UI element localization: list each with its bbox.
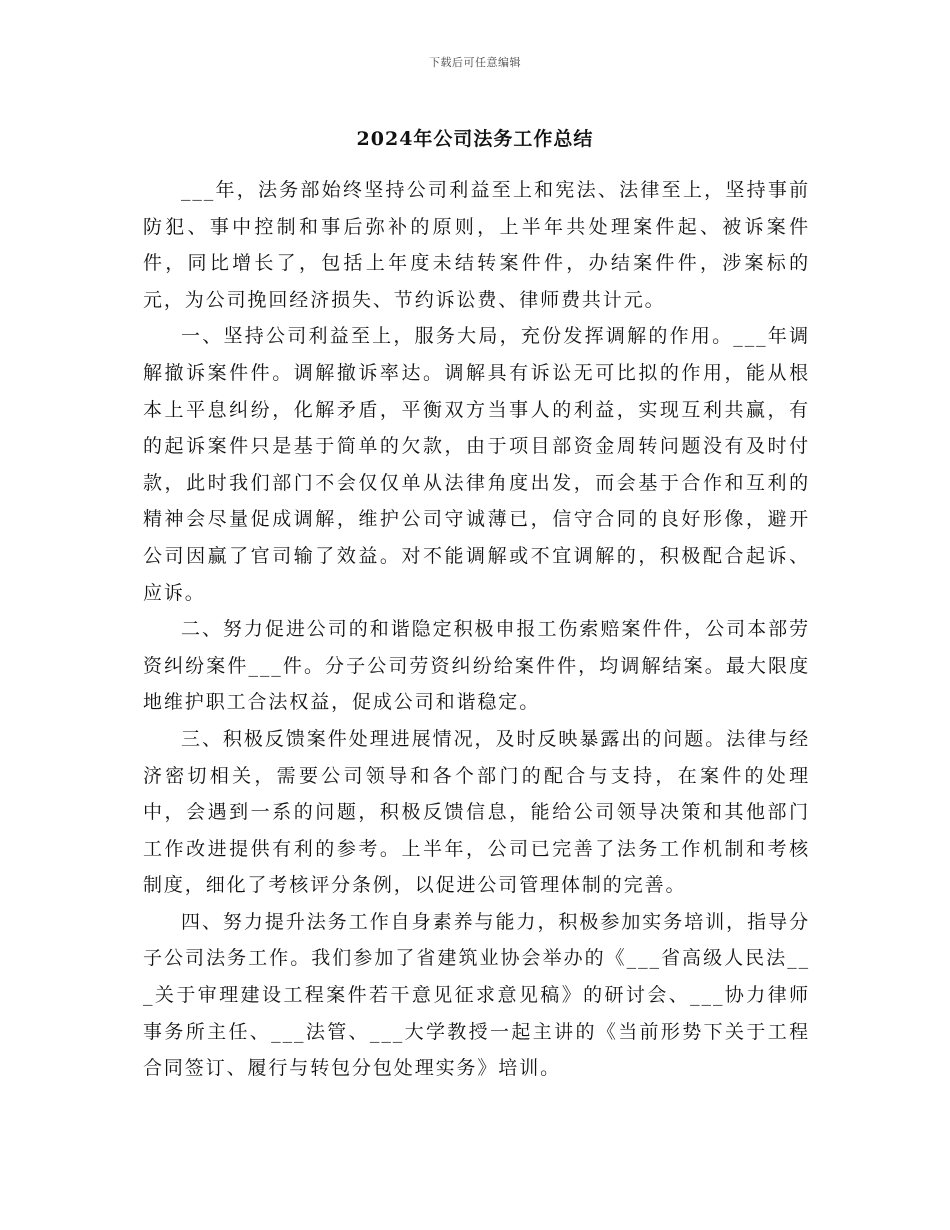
- document-body: [143, 172, 810, 1087]
- paragraph-section-4: 四、努力提升法务工作自身素养与能力，积极参加实务培训，指导分子公司法务工作。我们参加了省建筑业协会举办的《___省高级人民法___关于审理建设工程案件若干意见征求意见稿》的研讨会、___协力律师事务所主任、___法管、___大学教授一起主讲的《当前形势下关于工程合同签订、履行与转包分包处理实务》培训。: [143, 910, 810, 1080]
- paragraph-section-3: 三、积极反馈案件处理进展情况，及时反映暴露出的问题。法律与经济密切相关，需要公司领导和各个部门的配合与支持，在案件的处理中，会遇到一系的问题，积极反馈信息，能给公司领导决策和其他部门工作改进提供有利的参考。上半年，公司已完善了法务工作机制和考核制度，细化了考核评分条例，以促进公司管理体制的完善。: [143, 727, 810, 897]
- page-header-note: 下载后可任意编辑: [429, 56, 521, 69]
- paragraph-section-1: 一、坚持公司利益至上，服务大局，充份发挥调解的作用。___年调解撤诉案件件。调解撤诉率达。调解具有诉讼无可比拟的作用，能从根本上平息纠纷，化解矛盾，平衡双方当事人的利益，实现互利共赢，有的起诉案件只是基于简单的欠款，由于项目部资金周转问题没有及时付款，此时我们部门不会仅仅单从法律角度出发，而会基于合作和互利的精神会尽量促成调解，维护公司守诚薄已，信守合同的良好形像，避开公司因赢了官司输了效益。对不能调解或不宜调解的，积极配合起诉、应诉。: [143, 325, 810, 604]
- paragraph-intro: ___年，法务部始终坚持公司利益至上和宪法、法律至上，坚持事前防犯、事中控制和事后弥补的原则，上半年共处理案件起、被诉案件件，同比增长了，包括上年度未结转案件件，办结案件件，涉案标的元，为公司挽回经济损失、节约诉讼费、律师费共计元。: [143, 179, 810, 311]
- paragraph-section-2: 二、努力促进公司的和谐隐定积极申报工伤索赔案件件，公司本部劳资纠纷案件___件。分子公司劳资纠纷给案件件，均调解结案。最大限度地维护职工合法权益，促成公司和谐稳定。: [143, 618, 810, 714]
- document-title: 2024年公司法务工作总结: [356, 128, 594, 150]
